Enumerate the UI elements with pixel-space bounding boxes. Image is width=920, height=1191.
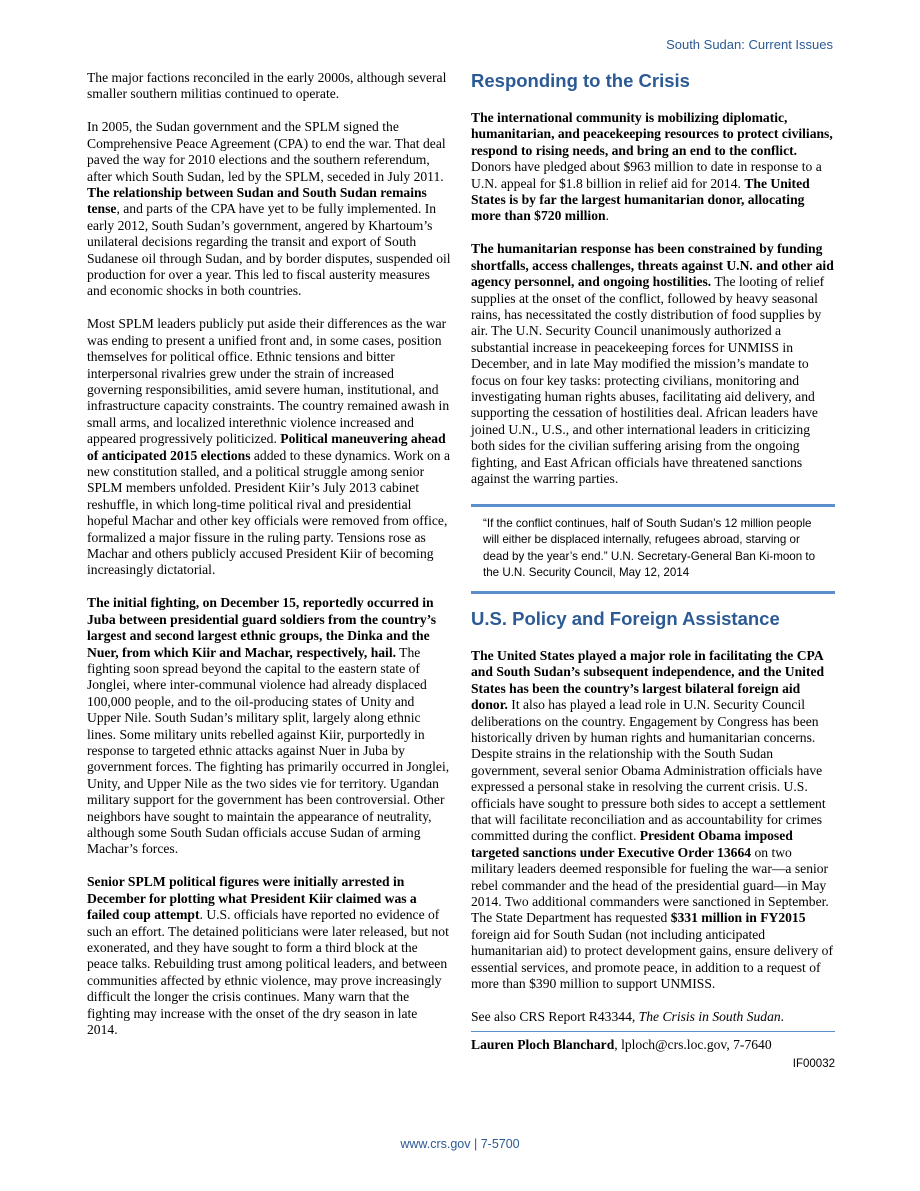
paragraph: In 2005, the Sudan government and the SPLM signed the Comprehensive Peace Agreement (CPA) to end the war. That deal paved the way for 2010 elections and the southern referendum, after which South Sudan, led by the SPLM, seceded in July 2011. The relationship between Sudan and South Sudan remains tense, and parts of the CPA have yet to be fully implemented. In early 2012, South Sudan’s government, angered by Khartoum’s unilateral decisions regarding the transit and export of South Sudanese oil through Sudan, and by border disputes, suspended oil production for over a year. This led to fiscal austerity measures and economic shocks in both countries. [87, 119, 451, 299]
header-title: South Sudan: Current Issues [666, 37, 833, 52]
see-also: See also CRS Report R43344, The Crisis in South Sudan. [471, 1008, 785, 1024]
paragraph: The international community is mobilizing diplomatic, humanitarian, and peacekeeping resources to protect civilians, respond to rising needs, and bring an end to the conflict. Donors have pledged about $963 million to date in response to a U.N. appeal for $1.8 billion in relief aid for 2014. The United States is by far the largest humanitarian donor, allocating more than $720 million. [471, 110, 833, 224]
author-line [471, 1031, 835, 1053]
author-contact: , lploch@crs.loc.gov, 7-7640 [614, 1037, 772, 1053]
paragraph: The humanitarian response has been constrained by funding shortfalls, access challenges, threats against U.N. and other aid agency personnel, and ongoing hostilities. The looting of relief supplies at the onset of the conflict, followed by heavy seasonal rains, has necessitated the costly distribution of food supplies by air. The U.N. Security Council unanimously authorized a substantial increase in peacekeeping forces for UNMISS in December, and in late May modified the mission’s mandate to focus on four key tasks: protecting civilians, monitoring and investigating human rights abuses, facilitating aid delivery, and supporting the cessation of hostilities deal. African leaders have joined U.N., U.S., and other international leaders in criticizing both sides for the civilian suffering arising from the ongoing fighting, and East African officials have threatened sanctions against the warring parties. [471, 241, 834, 487]
paragraph: Most SPLM leaders publicly put aside their differences as the war was ending to present a unified front and, in some cases, position themselves for political office. Ethnic tensions and bitter interpersonal rivalries grew under the strain of increased governing responsibilities, amid severe human, institutional, and infrastructure capacity constraints. The country remained awash in small arms, and localized interethnic violence increased and appeared progressively politicized. Political maneuvering ahead of anticipated 2015 elections added to these dynamics. Work on a new constitution stalled, and a political struggle among senior SPLM members unfolded. President Kiir’s July 2013 cabinet reshuffle, in which long-time political rival and presidential hopeful Machar and other key officials were removed from office, formalized a major fissure in the ruling party. Tensions rose as Machar and others publicly accused President Kiir of becoming increasingly dictatorial. [87, 316, 450, 578]
author-name: Lauren Ploch Blanchard [471, 1037, 615, 1053]
paragraph: The United States played a major role in facilitating the CPA and South Sudan’s subsequent independence, and the United States has been the country’s largest bilateral foreign aid donor. It also has played a lead role in U.N. Security Council deliberations on the country. Engagement by Congress has been historically driven by human rights and humanitarian concerns. Despite strains in the relationship with the South Sudan government, several senior Obama Administration officials have expressed a personal stake in resolving the current crisis. U.S. officials have sought to pressure both sides to accept a settlement that will facilitate reconciliation and as accountability for crimes committed during the conflict. President Obama imposed targeted sanctions under Executive Order 13664 on two military leaders deemed responsible for fueling the war—a senior rebel commander and the head of the presidential guard—in May 2014. Two additional commanders were sanctioned in September. The State Department has requested $331 million in FY2015 foreign aid for South Sudan (not including anticipated humanitarian aid) to protect development gains, ensure delivery of essential services, and promote peace, in addition to a request of more than $390 million to support UNMISS. [471, 647, 833, 992]
document-id: IF00032 [792, 1057, 835, 1070]
section-heading: Responding to the Crisis [471, 70, 690, 91]
section-heading: U.S. Policy and Foreign Assistance [471, 607, 780, 629]
left-column [87, 70, 451, 1055]
paragraph: The initial fighting, on December 15, reportedly occurred in Juba between presidential guard soldiers from the country’s largest and second largest ethnic groups, the Dinka and the Nuer, from which Kiir and Machar, respectively, hail. The fighting soon spread beyond the capital to the eastern state of Jonglei, where inter-communal violence had already displaced 100,000 people, and to the oil-producing states of Unity and Upper Nile. South Sudan’s military split, largely along ethnic lines. Some military units rebelled against Kiir, purportedly in response to targeted ethnic attacks against Nuer in Juba by government forces. The fighting has primarily occurred in Jonglei, Unity, and Upper Nile as the two sides vie for territory. Ugandan military support for the government has been controversial. Other neighbors have sought to maintain the appearance of neutrality, although some South Sudan officials accuse Sudan of arming Machar’s forces. [87, 595, 450, 857]
footer: www.crs.gov | 7-5700 [400, 1137, 520, 1151]
paragraph: The major factions reconciled in the early 2000s, although several smaller southern militias continued to operate. [87, 70, 447, 102]
right-column [471, 70, 835, 1072]
pull-quote: “If the conflict continues, half of South Sudan’s 12 million people will either be displaced internally, refugees abroad, starving or dead by the year’s end.” U.N. Secretary-General Ban Ki-moon to the U.N. Security Council, May 12, 2014 [471, 504, 835, 594]
paragraph: Senior SPLM political figures were initially arrested in December for plotting what President Kiir claimed was a failed coup attempt. U.S. officials have reported no evidence of such an effort. The detained politicians were later released, but not exonerated, and they have sought to form a third block at the peace talks. Rebuilding trust among political leaders, and between communities affected by ethnic violence, may prove increasingly difficult the longer the crisis continues. Many warn that the fighting may increase with the onset of the dry season in late 2014. [87, 874, 449, 1037]
